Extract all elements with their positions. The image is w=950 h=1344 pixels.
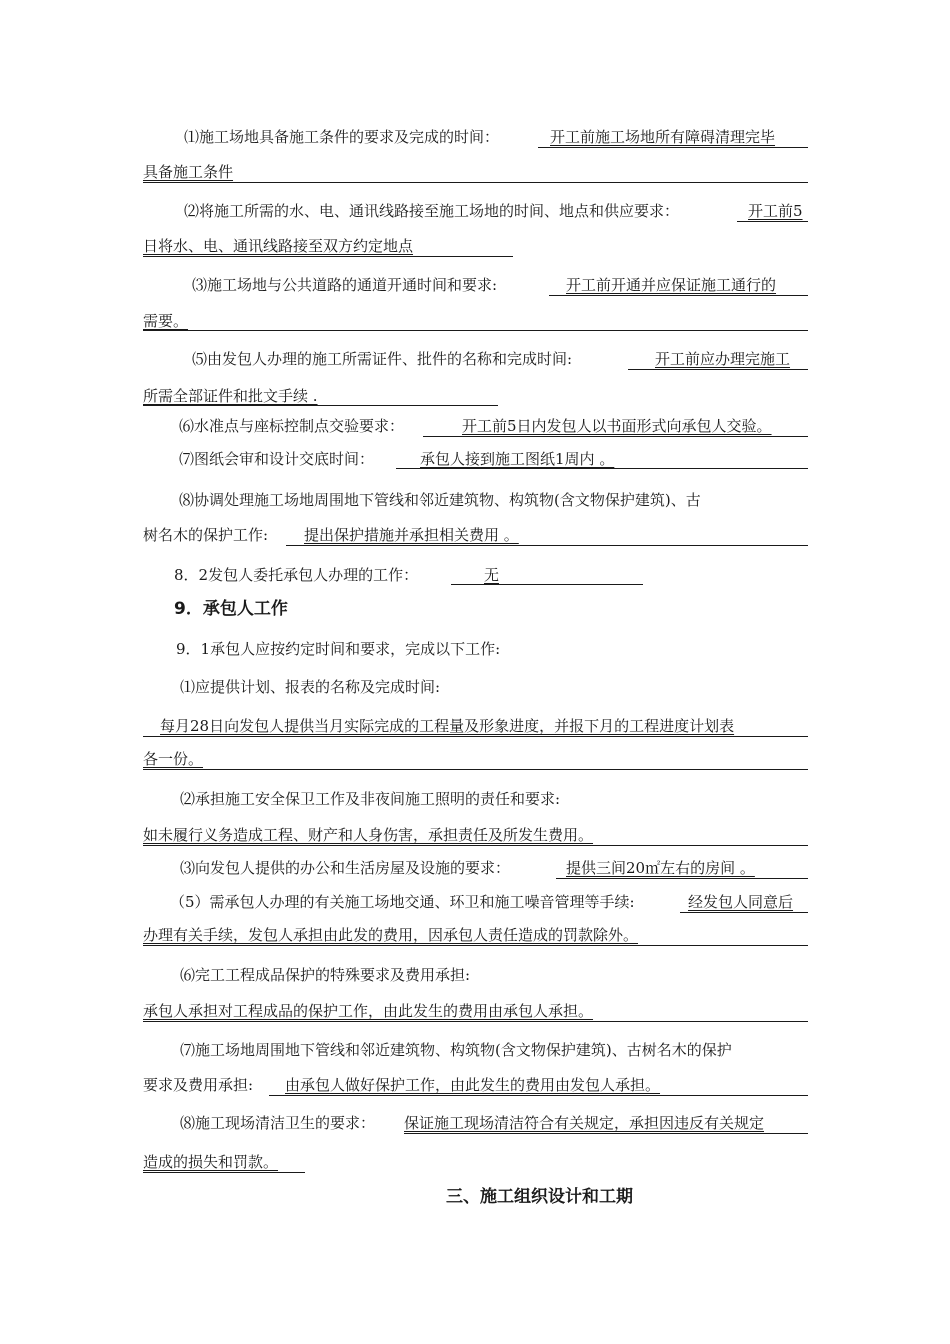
item-3-fill-cont: 需要。: [143, 312, 189, 330]
s9-item-5-fill-cont: 办理有关手续，发包人承担由此发的费用，因承包人责任造成的罚款除外。: [143, 926, 639, 944]
item-2-underline: [737, 221, 808, 222]
item-3-line1: ⑶施工场地与公共道路的通道开通时间和要求:: [192, 276, 498, 294]
s9-item-7-fill: 由承包人做好保护工作，由此发生的费用由发包人承担。: [285, 1076, 661, 1094]
section-9-intro: 9．1承包人应按约定时间和要求，完成以下工作:: [176, 640, 501, 658]
item-1-fill: 开工前施工场地所有障碍清理完毕: [550, 128, 776, 146]
s9-item-6-fill: 承包人承担对工程成品的保护工作，由此发生的费用由承包人承担。: [143, 1002, 594, 1020]
s9-item-8-underline-cont: [143, 1172, 305, 1173]
s9-item-2-line1: ⑵承担施工安全保卫工作及非夜间施工照明的责任和要求:: [180, 790, 561, 808]
s9-item-3-fill: 提供三间20㎡左右的房间 。: [566, 859, 755, 877]
item-1-label: ⑴施工场地具备施工条件的要求及完成的时间：: [184, 128, 500, 146]
s9-item-1-fill: 每月28日向发包人提供当月实际完成的工程量及形象进度，并报下月的工程进度计划表: [160, 717, 735, 735]
item-1-underline-cont: [143, 182, 808, 183]
item-8-2-underline: [451, 584, 643, 585]
item-8-line2: 树名木的保护工作:: [143, 526, 269, 544]
s9-item-7-underline: [269, 1095, 808, 1096]
item-2-fill-cont: 日将水、电、通讯线路接至双方约定地点: [143, 237, 414, 255]
item-8-underline: [286, 545, 808, 546]
item-2-fill: 开工前5: [748, 202, 803, 220]
s9-item-1-underline: [143, 736, 808, 737]
item-3-fill: 开工前开通并应保证施工通行的: [566, 276, 777, 294]
item-2-underline-cont: [143, 256, 513, 257]
item-8-2-line: 8．2发包人委托承包人办理的工作：: [174, 566, 419, 584]
item-5-underline: [628, 369, 808, 370]
s9-item-5-fill: 经发包人同意后: [688, 893, 794, 911]
item-8-line1: ⑻协调处理施工场地周围地下管线和邻近建筑物、构筑物(含文物保护建筑)、古: [179, 491, 701, 509]
item-5-underline-cont: [143, 405, 498, 406]
item-8-fill: 提出保护措施并承担相关费用 。: [304, 526, 519, 544]
s9-item-8-fill-cont: 造成的损失和罚款。: [143, 1153, 279, 1171]
s9-item-8-underline: [404, 1133, 808, 1134]
s9-item-2-underline: [143, 845, 808, 846]
item-6-line: ⑹水准点与座标控制点交验要求：: [179, 417, 405, 435]
s9-item-7-line1: ⑺施工场地周围地下管线和邻近建筑物、构筑物(含文物保护建筑)、古树名木的保护: [180, 1041, 732, 1059]
s9-item-3-underline: [556, 878, 808, 879]
s9-item-2-fill: 如未履行义务造成工程、财产和人身伤害，承担责任及所发生费用。: [143, 826, 594, 844]
item-8-2-fill: 无: [484, 566, 500, 584]
s9-item-1-underline-cont: [143, 769, 808, 770]
item-3-underline-cont: [143, 330, 808, 331]
s9-item-5-underline-cont: [143, 945, 808, 946]
item-6-underline: [423, 436, 808, 437]
s9-item-6-line1: ⑹完工工程成品保护的特殊要求及费用承担:: [180, 966, 471, 984]
s9-item-5-underline: [680, 912, 808, 913]
item-3-underline: [549, 295, 808, 296]
item-5-line1: ⑸由发包人办理的施工所需证件、批件的名称和完成时间:: [192, 350, 573, 368]
item-2-line1: ⑵将施工所需的水、电、通讯线路接至施工场地的时间、地点和供应要求：: [184, 202, 680, 220]
s9-item-1-fill-cont: 各一份。: [143, 750, 204, 768]
item-1-line1: [184, 127, 499, 147]
item-7-line: ⑺图纸会审和设计交底时间：: [179, 450, 375, 468]
s9-item-6-underline: [143, 1021, 808, 1022]
section-3-heading: 三、施工组织设计和工期: [446, 1187, 633, 1207]
item-5-fill: 开工前应办理完施工: [655, 350, 791, 368]
item-1-underline: [538, 147, 808, 148]
section-9-heading: 9．承包人工作: [174, 599, 288, 619]
s9-item-1-line1: ⑴应提供计划、报表的名称及完成时间:: [180, 678, 441, 696]
s9-item-7-line2: 要求及费用承担:: [143, 1076, 254, 1094]
item-5-fill-cont: 所需全部证件和批文手续 .: [143, 387, 318, 405]
s9-item-5-line1: （5）需承包人办理的有关施工场地交通、环卫和施工噪音管理等手续:: [170, 893, 635, 911]
item-7-underline: [396, 468, 808, 469]
item-7-fill: 承包人接到施工图纸1周内 。: [420, 450, 615, 468]
item-1-fill-cont: 具备施工条件: [143, 163, 234, 181]
s9-item-8-fill: 保证施工现场清洁符合有关规定，承担因违反有关规定: [404, 1114, 765, 1132]
s9-item-3-line: ⑶向发包人提供的办公和生活房屋及设施的要求：: [180, 859, 511, 877]
s9-item-8-line1: ⑻施工现场清洁卫生的要求：: [180, 1114, 376, 1132]
item-6-fill: 开工前5日内发包人以书面形式向承包人交验。: [462, 417, 772, 435]
